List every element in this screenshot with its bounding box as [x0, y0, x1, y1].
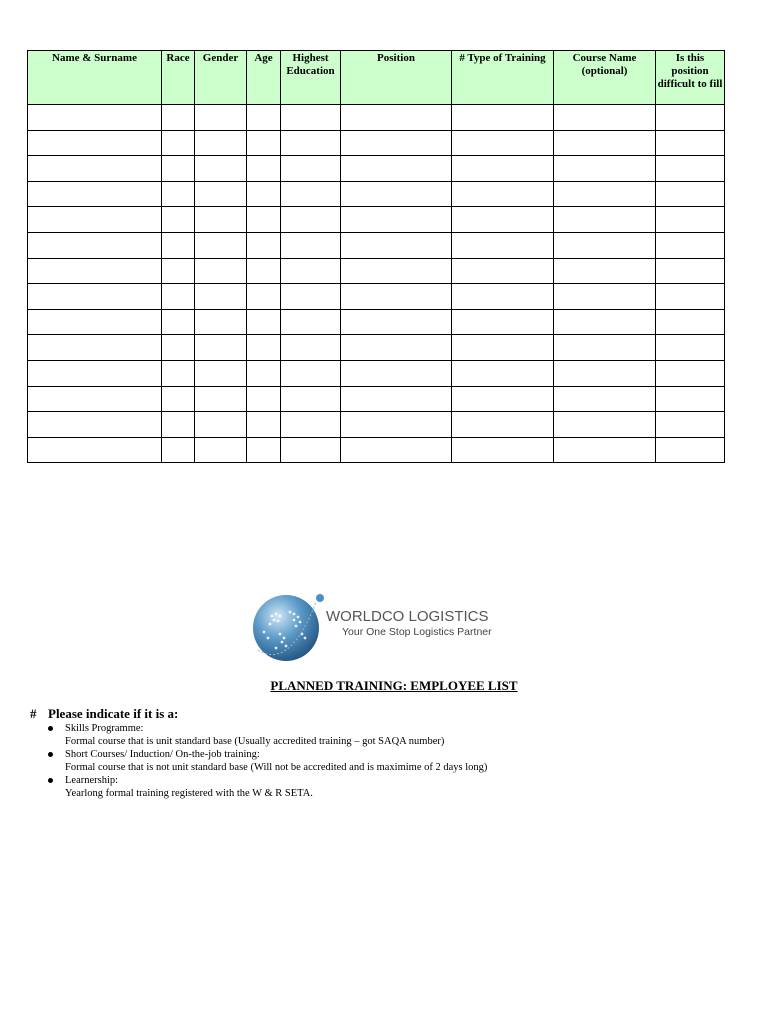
table-row [28, 284, 725, 310]
table-cell[interactable] [162, 130, 195, 156]
table-cell[interactable] [341, 386, 452, 412]
table-cell[interactable] [162, 309, 195, 335]
table-cell[interactable] [195, 335, 247, 361]
list-item [46, 748, 487, 774]
header-course-name: Course Name (optional) [554, 51, 656, 105]
option-name: Skills Programme: [65, 723, 144, 734]
table-cell[interactable] [452, 181, 554, 207]
table-cell[interactable] [554, 284, 656, 310]
table-cell[interactable] [554, 258, 656, 284]
header-gender: Gender [195, 51, 247, 105]
table-cell[interactable] [195, 181, 247, 207]
option-name: Learnership: [65, 775, 119, 786]
table-cell[interactable] [281, 412, 341, 438]
table-cell[interactable] [341, 156, 452, 182]
table-cell[interactable] [28, 156, 162, 182]
table-cell[interactable] [247, 181, 281, 207]
table-cell[interactable] [341, 130, 452, 156]
table-cell[interactable] [341, 105, 452, 131]
note [30, 706, 178, 722]
header-position: Position [341, 51, 452, 105]
table-cell[interactable] [28, 232, 162, 258]
table-cell[interactable] [162, 284, 195, 310]
table-row [28, 437, 725, 463]
logo-company-name: WORLDCO LOGISTICS [326, 608, 489, 625]
table-cell[interactable] [656, 232, 725, 258]
table-cell[interactable] [195, 130, 247, 156]
table-cell[interactable] [28, 258, 162, 284]
table-cell[interactable] [195, 360, 247, 386]
option-description: Formal course that is unit standard base (Usually accredited training – got SAQA number) [65, 736, 445, 747]
page-title: PLANNED TRAINING: EMPLOYEE LIST [270, 678, 518, 693]
table-header-row [28, 51, 725, 105]
table-cell[interactable] [28, 386, 162, 412]
table-cell[interactable] [281, 130, 341, 156]
table-cell[interactable] [341, 258, 452, 284]
table-cell[interactable] [341, 412, 452, 438]
table-cell[interactable] [162, 258, 195, 284]
table-cell[interactable] [195, 284, 247, 310]
table-cell[interactable] [656, 181, 725, 207]
table-cell[interactable] [247, 284, 281, 310]
header-type-of-training: # Type of Training [452, 51, 554, 105]
table-cell[interactable] [452, 284, 554, 310]
list-item [46, 722, 487, 748]
table-cell[interactable] [281, 207, 341, 233]
table-cell[interactable] [554, 130, 656, 156]
table-cell[interactable] [341, 360, 452, 386]
table-cell[interactable] [247, 207, 281, 233]
table-cell[interactable] [281, 232, 341, 258]
logo-tagline: Your One Stop Logistics Partner [342, 626, 492, 638]
table-cell[interactable] [452, 105, 554, 131]
table-cell[interactable] [656, 258, 725, 284]
table-cell[interactable] [656, 335, 725, 361]
table-row [28, 105, 725, 131]
table-cell[interactable] [195, 156, 247, 182]
header-name-surname: Name & Surname [28, 51, 162, 105]
table-cell[interactable] [554, 156, 656, 182]
table-cell[interactable] [554, 309, 656, 335]
table-cell[interactable] [28, 130, 162, 156]
table-cell[interactable] [195, 412, 247, 438]
note-marker: # [30, 706, 37, 721]
table-cell[interactable] [195, 309, 247, 335]
table-cell[interactable] [656, 284, 725, 310]
table-row [28, 335, 725, 361]
table-cell[interactable] [452, 386, 554, 412]
table-cell[interactable] [195, 386, 247, 412]
table-cell[interactable] [28, 360, 162, 386]
table-cell[interactable] [656, 105, 725, 131]
table-cell[interactable] [162, 232, 195, 258]
table-cell[interactable] [247, 130, 281, 156]
globe-icon [250, 590, 520, 670]
table-cell[interactable] [281, 335, 341, 361]
table-cell[interactable] [247, 437, 281, 463]
table-cell[interactable] [195, 232, 247, 258]
table-cell[interactable] [28, 105, 162, 131]
table-cell[interactable] [28, 335, 162, 361]
table-cell[interactable] [554, 181, 656, 207]
table-row [28, 207, 725, 233]
table-cell[interactable] [247, 232, 281, 258]
table-cell[interactable] [195, 258, 247, 284]
table-cell[interactable] [341, 437, 452, 463]
table-cell[interactable] [195, 105, 247, 131]
table-cell[interactable] [281, 105, 341, 131]
list-item [46, 774, 487, 800]
table-cell[interactable] [554, 335, 656, 361]
table-cell[interactable] [341, 309, 452, 335]
table-cell[interactable] [281, 284, 341, 310]
table-cell[interactable] [247, 105, 281, 131]
table-row [28, 309, 725, 335]
table-cell[interactable] [452, 412, 554, 438]
header-difficult-to-fill: Is this position difficult to fill [656, 51, 725, 105]
table-row [28, 232, 725, 258]
table-cell[interactable] [554, 105, 656, 131]
table-cell[interactable] [341, 207, 452, 233]
table-row [28, 130, 725, 156]
employee-table [27, 50, 725, 463]
table-cell[interactable] [452, 232, 554, 258]
table-cell[interactable] [28, 437, 162, 463]
table-cell[interactable] [341, 335, 452, 361]
table-row [28, 258, 725, 284]
table-cell[interactable] [656, 130, 725, 156]
table-cell[interactable] [452, 360, 554, 386]
table-row [28, 386, 725, 412]
option-description: Formal course that is not unit standard base (Will not be accredited and is maximime of 2 days long) [65, 762, 488, 773]
table-cell[interactable] [554, 386, 656, 412]
table-cell[interactable] [162, 386, 195, 412]
table-cell[interactable] [554, 437, 656, 463]
table-cell[interactable] [554, 232, 656, 258]
table-cell[interactable] [247, 309, 281, 335]
table-row [28, 156, 725, 182]
table-cell[interactable] [281, 386, 341, 412]
table-cell[interactable] [162, 437, 195, 463]
table-body [28, 105, 725, 463]
header-age: Age [247, 51, 281, 105]
table-cell[interactable] [28, 207, 162, 233]
table-cell[interactable] [162, 412, 195, 438]
table-cell[interactable] [452, 437, 554, 463]
table-row [28, 412, 725, 438]
table-cell[interactable] [162, 360, 195, 386]
table-cell[interactable] [656, 360, 725, 386]
header-race: Race [162, 51, 195, 105]
table-cell[interactable] [452, 258, 554, 284]
table-cell[interactable] [162, 181, 195, 207]
table-cell[interactable] [281, 156, 341, 182]
table-cell[interactable] [247, 156, 281, 182]
header-highest-education: Highest Education [281, 51, 341, 105]
table-row [28, 181, 725, 207]
table-cell[interactable] [341, 181, 452, 207]
table-cell[interactable] [341, 232, 452, 258]
table-cell[interactable] [195, 207, 247, 233]
table-cell[interactable] [28, 309, 162, 335]
table-cell[interactable] [452, 309, 554, 335]
table-cell[interactable] [162, 335, 195, 361]
table-cell[interactable] [281, 181, 341, 207]
table-cell[interactable] [28, 412, 162, 438]
table-cell[interactable] [28, 181, 162, 207]
table-cell[interactable] [554, 412, 656, 438]
table-cell[interactable] [247, 360, 281, 386]
table-cell[interactable] [281, 360, 341, 386]
option-name: Short Courses/ Induction/ On-the-job training: [65, 749, 260, 760]
table-cell[interactable] [162, 105, 195, 131]
company-logo [250, 590, 520, 670]
table-cell[interactable] [452, 335, 554, 361]
table-cell[interactable] [452, 207, 554, 233]
table-cell[interactable] [281, 437, 341, 463]
table-cell[interactable] [247, 412, 281, 438]
table-cell[interactable] [195, 437, 247, 463]
table-cell[interactable] [656, 437, 725, 463]
table-cell[interactable] [656, 207, 725, 233]
table-cell[interactable] [656, 412, 725, 438]
table-cell[interactable] [656, 156, 725, 182]
note-lead: Please indicate if it is a: [48, 706, 179, 721]
training-options-list [46, 722, 487, 800]
table-cell[interactable] [281, 258, 341, 284]
table-cell[interactable] [28, 284, 162, 310]
table-cell[interactable] [341, 284, 452, 310]
table-cell[interactable] [656, 309, 725, 335]
table-cell[interactable] [656, 386, 725, 412]
table-row [28, 360, 725, 386]
table-cell[interactable] [162, 156, 195, 182]
table-cell[interactable] [452, 130, 554, 156]
table-cell[interactable] [554, 207, 656, 233]
table-cell[interactable] [281, 309, 341, 335]
table-cell[interactable] [247, 335, 281, 361]
option-description: Yearlong formal training registered with the W & R SETA. [65, 788, 313, 799]
table-cell[interactable] [554, 360, 656, 386]
table-cell[interactable] [247, 258, 281, 284]
table-cell[interactable] [452, 156, 554, 182]
table-cell[interactable] [247, 386, 281, 412]
table-cell[interactable] [162, 207, 195, 233]
